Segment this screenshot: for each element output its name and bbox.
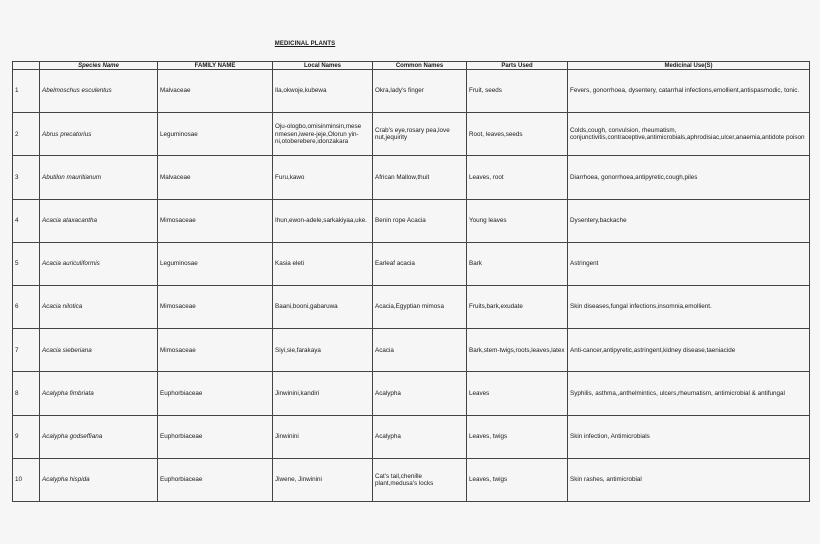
table-row: [13, 329, 810, 372]
header-local-names: Local Names: [273, 62, 373, 70]
table-row: [13, 113, 810, 156]
row-number: 2: [13, 113, 40, 156]
parts-used: Leaves: [467, 372, 568, 415]
parts-used: Bark: [467, 242, 568, 285]
family-name: Leguminosae: [158, 113, 273, 156]
species-name: Acalypha godseffiana: [40, 415, 158, 458]
page-title: MEDICINAL PLANTS: [274, 41, 336, 47]
header-family-name: FAMILY NAME: [158, 62, 273, 70]
table-row: [13, 415, 810, 458]
species-name: Abrus precatorius: [40, 113, 158, 156]
table-row: [13, 285, 810, 328]
table-row: [13, 458, 810, 501]
species-name: Acacia ataxacantha: [40, 199, 158, 242]
family-name: Mimosaceae: [158, 329, 273, 372]
table-row: [13, 372, 810, 415]
common-names: Acalypha: [373, 372, 467, 415]
species-name: Abelmoschus esculentus: [40, 70, 158, 113]
row-number: 7: [13, 329, 40, 372]
common-names: African Mallow,thuit: [373, 156, 467, 199]
family-name: Malvaceae: [158, 70, 273, 113]
local-names: Jiwene, Jinwinini: [273, 458, 373, 501]
header-number: [13, 62, 40, 70]
parts-used: Leaves, twigs: [467, 415, 568, 458]
local-names: Ila,okwoje,kubewa: [273, 70, 373, 113]
family-name: Malvaceae: [158, 156, 273, 199]
common-names: Earleaf acacia: [373, 242, 467, 285]
common-names: Acacia,Egyptian mimosa: [373, 285, 467, 328]
table-row: [13, 156, 810, 199]
row-number: 6: [13, 285, 40, 328]
parts-used: Young leaves: [467, 199, 568, 242]
table-row: [13, 199, 810, 242]
family-name: Mimosaceae: [158, 199, 273, 242]
row-number: 9: [13, 415, 40, 458]
common-names: Okra,lady's finger: [373, 70, 467, 113]
medicinal-use: Syphilis, asthma,,anthelmintics, ulcers,rheumatism, antimicrobial & antifungal: [568, 372, 810, 415]
header-common-names: Common Names: [373, 62, 467, 70]
parts-used: Leaves, root: [467, 156, 568, 199]
species-name: Acacia auriculiformis: [40, 242, 158, 285]
species-name: Abutilon mauritianum: [40, 156, 158, 199]
header-parts-used: Parts Used: [467, 62, 568, 70]
row-number: 5: [13, 242, 40, 285]
family-name: Euphorbiaceae: [158, 458, 273, 501]
local-names: Ihun,ewon-adele,sarkakiyaa,uke.: [273, 199, 373, 242]
species-name: Acalypha fimbriata: [40, 372, 158, 415]
common-names: Crab's eye,rosary pea,love nut,jequirity: [373, 113, 467, 156]
medicinal-use: Dysentery,backache: [568, 199, 810, 242]
common-names: Cat's tail,chenille plant,medusa's locks: [373, 458, 467, 501]
row-number: 4: [13, 199, 40, 242]
family-name: Mimosaceae: [158, 285, 273, 328]
header-species-name: Species Name: [40, 62, 158, 70]
medicinal-use: Skin diseases,fungal infections,insomnia,emollient.: [568, 285, 810, 328]
parts-used: Leaves, twigs: [467, 458, 568, 501]
parts-used: Fruits,bark,exudate: [467, 285, 568, 328]
medicinal-use: Skin infection, Antimicrobials: [568, 415, 810, 458]
species-name: Acalypha hispida: [40, 458, 158, 501]
medicinal-use: Anti-cancer,antipyretic,astringent,kidney disease,taeniacide: [568, 329, 810, 372]
header-medicinal-use: Medicinal Use(S): [568, 62, 810, 70]
medicinal-use: Astringent: [568, 242, 810, 285]
local-names: Siyi,sie,farakaya: [273, 329, 373, 372]
table-row: [13, 242, 810, 285]
row-number: 1: [13, 70, 40, 113]
species-name: Acacia sieberiana: [40, 329, 158, 372]
row-number: 3: [13, 156, 40, 199]
medicinal-plants-table: [12, 61, 810, 502]
row-number: 8: [13, 372, 40, 415]
local-names: Oju-ologbo,omisinminsin,mese nmesen,iwere-jeje,Olorun yin-ni,otoberebere,idonzakara: [273, 113, 373, 156]
common-names: Benin rope Acacia: [373, 199, 467, 242]
local-names: Furu,kawo: [273, 156, 373, 199]
local-names: Jinwinini: [273, 415, 373, 458]
local-names: Baani,booni,gabaruwa: [273, 285, 373, 328]
table-row: [13, 70, 810, 113]
common-names: Acalypha: [373, 415, 467, 458]
parts-used: Root, leaves,seeds: [467, 113, 568, 156]
local-names: Jinwinini,kandiri: [273, 372, 373, 415]
parts-used: Bark,stem-twigs,roots,leaves,latex: [467, 329, 568, 372]
local-names: Kasia eleti: [273, 242, 373, 285]
medicinal-use: Diarrhoea, gonorrhoea,antipyretic,cough,piles: [568, 156, 810, 199]
common-names: Acacia: [373, 329, 467, 372]
family-name: Leguminosae: [158, 242, 273, 285]
table-header-row: [13, 62, 810, 70]
species-name: Acacia nilotica: [40, 285, 158, 328]
parts-used: Fruit, seeds: [467, 70, 568, 113]
family-name: Euphorbiaceae: [158, 372, 273, 415]
medicinal-use: Colds,cough, convulsion, rheumatism, conjunctivitis,contraceptive,antimicrobials,aphrodisiac,ulcer,anaemia,antidote poison: [568, 113, 810, 156]
family-name: Euphorbiaceae: [158, 415, 273, 458]
medicinal-use: Fevers, gonorrhoea, dysentery, catarrhal infections,emollient,antispasmodic, tonic.: [568, 70, 810, 113]
medicinal-use: Skin rashes, antimicrobial: [568, 458, 810, 501]
row-number: 10: [13, 458, 40, 501]
